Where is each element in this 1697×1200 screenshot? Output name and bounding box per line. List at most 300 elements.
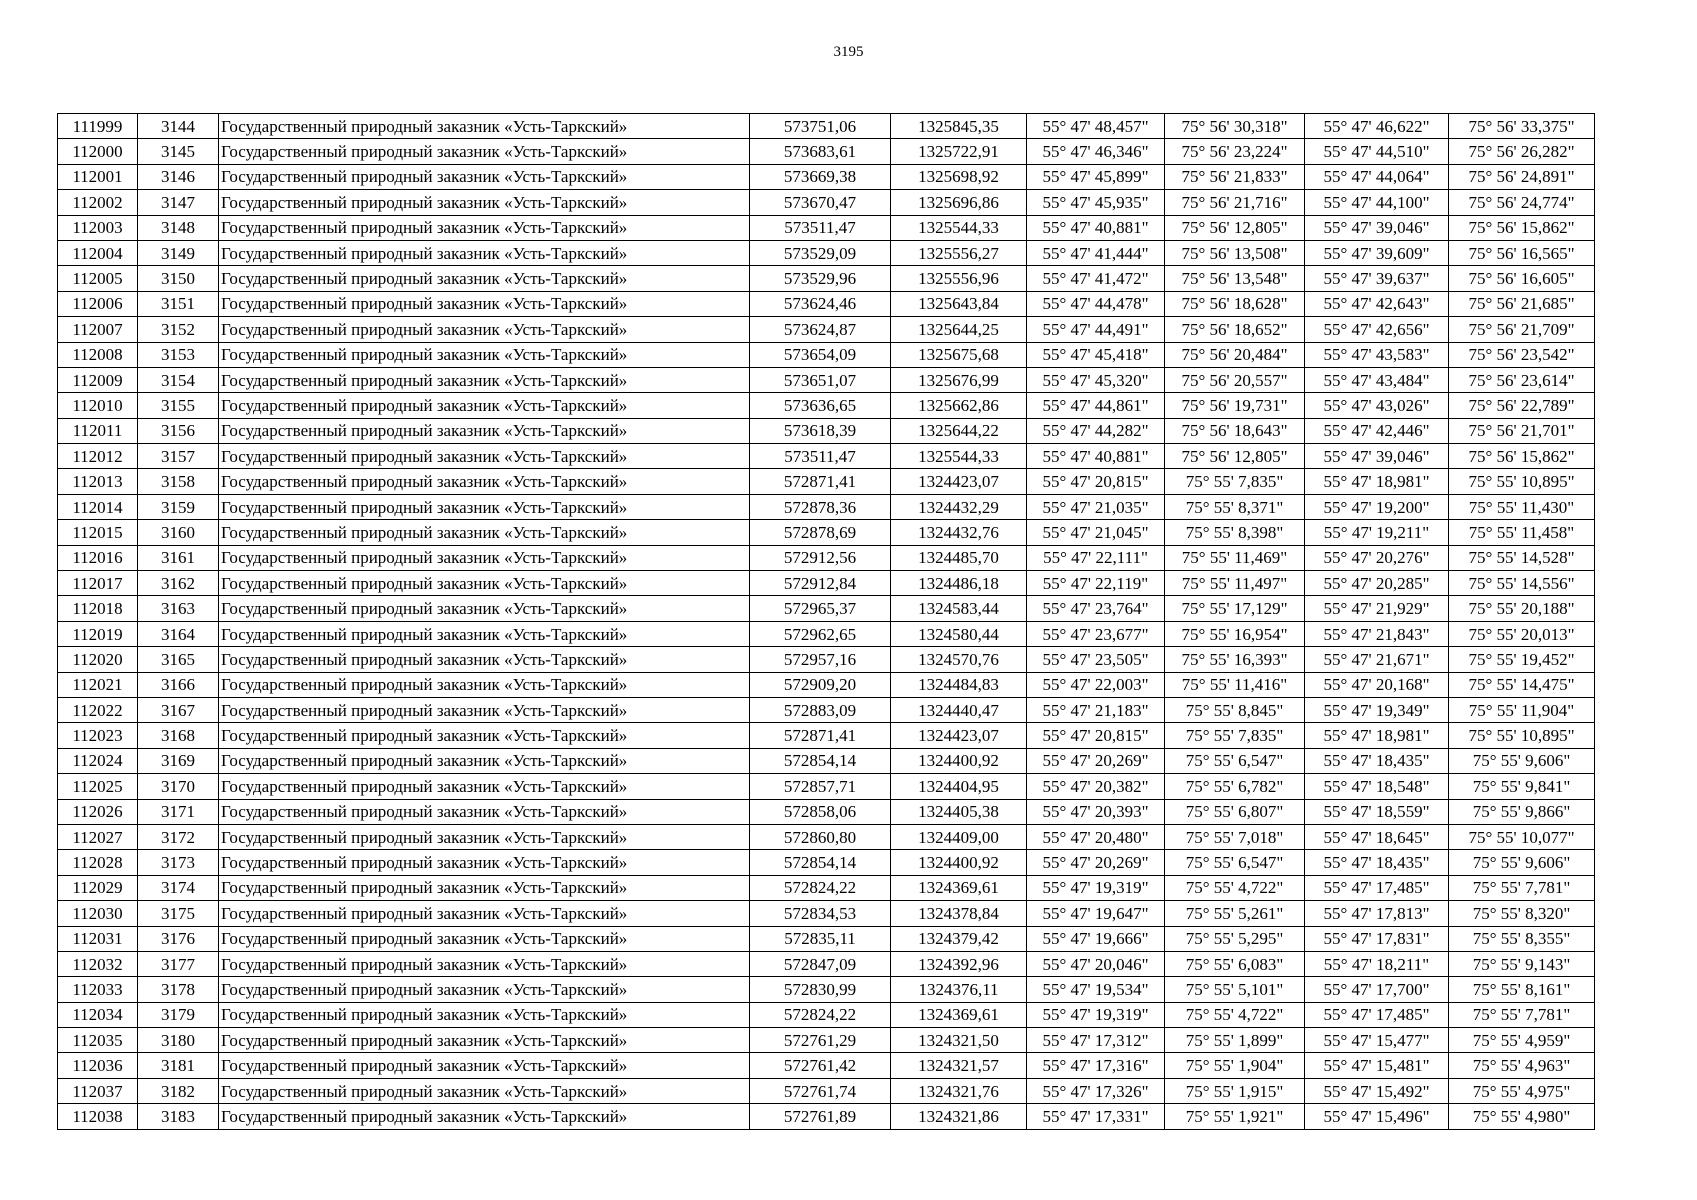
table-row <box>58 748 1595 773</box>
x-coordinate-cell: 572871,41 <box>750 723 891 748</box>
latitude-2-cell: 55° 47' 17,485" <box>1305 875 1449 900</box>
x-coordinate-cell: 572761,74 <box>750 1078 891 1103</box>
table-row <box>58 520 1595 545</box>
table-row <box>58 494 1595 519</box>
table-row <box>58 1002 1595 1027</box>
point-number-cell: 3154 <box>138 367 219 392</box>
latitude-2-cell: 55° 47' 18,211" <box>1305 951 1449 976</box>
x-coordinate-cell: 572909,20 <box>750 672 891 697</box>
latitude-1-cell: 55° 47' 45,418" <box>1027 342 1165 367</box>
latitude-1-cell: 55° 47' 21,183" <box>1027 697 1165 722</box>
y-coordinate-cell: 1324485,70 <box>891 545 1027 570</box>
row-id-cell: 112018 <box>58 596 138 621</box>
y-coordinate-cell: 1324570,76 <box>891 647 1027 672</box>
latitude-2-cell: 55° 47' 42,643" <box>1305 291 1449 316</box>
longitude-1-cell: 75° 56' 12,805" <box>1165 444 1305 469</box>
longitude-1-cell: 75° 55' 5,295" <box>1165 926 1305 951</box>
latitude-2-cell: 55° 47' 17,831" <box>1305 926 1449 951</box>
y-coordinate-cell: 1324321,57 <box>891 1053 1027 1078</box>
latitude-2-cell: 55° 47' 42,656" <box>1305 317 1449 342</box>
point-number-cell: 3179 <box>138 1002 219 1027</box>
latitude-2-cell: 55° 47' 20,276" <box>1305 545 1449 570</box>
longitude-2-cell: 75° 56' 21,709" <box>1449 317 1595 342</box>
name-cell: Государственный природный заказник «Усть-Таркский» <box>219 444 750 469</box>
latitude-2-cell: 55° 47' 18,548" <box>1305 774 1449 799</box>
row-id-cell: 112005 <box>58 266 138 291</box>
longitude-2-cell: 75° 56' 16,605" <box>1449 266 1595 291</box>
x-coordinate-cell: 572857,71 <box>750 774 891 799</box>
x-coordinate-cell: 572854,14 <box>750 748 891 773</box>
name-cell: Государственный природный заказник «Усть-Таркский» <box>219 774 750 799</box>
longitude-1-cell: 75° 56' 20,557" <box>1165 367 1305 392</box>
longitude-2-cell: 75° 55' 7,781" <box>1449 875 1595 900</box>
point-number-cell: 3159 <box>138 494 219 519</box>
row-id-cell: 112001 <box>58 164 138 189</box>
latitude-2-cell: 55° 47' 19,211" <box>1305 520 1449 545</box>
point-number-cell: 3177 <box>138 951 219 976</box>
table-row <box>58 444 1595 469</box>
longitude-1-cell: 75° 55' 6,782" <box>1165 774 1305 799</box>
y-coordinate-cell: 1324321,50 <box>891 1028 1027 1053</box>
point-number-cell: 3150 <box>138 266 219 291</box>
longitude-1-cell: 75° 55' 1,899" <box>1165 1028 1305 1053</box>
latitude-1-cell: 55° 47' 45,899" <box>1027 164 1165 189</box>
x-coordinate-cell: 572834,53 <box>750 901 891 926</box>
y-coordinate-cell: 1324486,18 <box>891 571 1027 596</box>
name-cell: Государственный природный заказник «Усть-Таркский» <box>219 596 750 621</box>
y-coordinate-cell: 1325644,25 <box>891 317 1027 342</box>
longitude-1-cell: 75° 55' 4,722" <box>1165 875 1305 900</box>
y-coordinate-cell: 1324369,61 <box>891 875 1027 900</box>
latitude-1-cell: 55° 47' 17,312" <box>1027 1028 1165 1053</box>
longitude-2-cell: 75° 55' 8,320" <box>1449 901 1595 926</box>
x-coordinate-cell: 573511,47 <box>750 215 891 240</box>
y-coordinate-cell: 1324321,86 <box>891 1104 1027 1129</box>
y-coordinate-cell: 1324369,61 <box>891 1002 1027 1027</box>
latitude-1-cell: 55° 47' 22,111" <box>1027 545 1165 570</box>
point-number-cell: 3178 <box>138 977 219 1002</box>
row-id-cell: 112033 <box>58 977 138 1002</box>
row-id-cell: 112006 <box>58 291 138 316</box>
x-coordinate-cell: 572912,84 <box>750 571 891 596</box>
name-cell: Государственный природный заказник «Усть-Таркский» <box>219 1028 750 1053</box>
point-number-cell: 3145 <box>138 139 219 164</box>
latitude-1-cell: 55° 47' 23,764" <box>1027 596 1165 621</box>
longitude-1-cell: 75° 55' 5,261" <box>1165 901 1305 926</box>
x-coordinate-cell: 572858,06 <box>750 799 891 824</box>
latitude-1-cell: 55° 47' 19,647" <box>1027 901 1165 926</box>
table-row <box>58 240 1595 265</box>
y-coordinate-cell: 1324580,44 <box>891 621 1027 646</box>
latitude-2-cell: 55° 47' 20,168" <box>1305 672 1449 697</box>
point-number-cell: 3180 <box>138 1028 219 1053</box>
longitude-2-cell: 75° 55' 19,452" <box>1449 647 1595 672</box>
latitude-1-cell: 55° 47' 19,319" <box>1027 875 1165 900</box>
name-cell: Государственный природный заказник «Усть-Таркский» <box>219 139 750 164</box>
row-id-cell: 111999 <box>58 114 138 139</box>
longitude-1-cell: 75° 56' 18,628" <box>1165 291 1305 316</box>
longitude-2-cell: 75° 56' 24,774" <box>1449 190 1595 215</box>
point-number-cell: 3151 <box>138 291 219 316</box>
y-coordinate-cell: 1325698,92 <box>891 164 1027 189</box>
name-cell: Государственный природный заказник «Усть-Таркский» <box>219 494 750 519</box>
point-number-cell: 3144 <box>138 114 219 139</box>
table-row <box>58 469 1595 494</box>
name-cell: Государственный природный заказник «Усть-Таркский» <box>219 520 750 545</box>
point-number-cell: 3169 <box>138 748 219 773</box>
longitude-1-cell: 75° 55' 8,371" <box>1165 494 1305 519</box>
x-coordinate-cell: 573618,39 <box>750 418 891 443</box>
table-row <box>58 621 1595 646</box>
name-cell: Государственный природный заказник «Усть-Таркский» <box>219 850 750 875</box>
row-id-cell: 112020 <box>58 647 138 672</box>
latitude-2-cell: 55° 47' 18,559" <box>1305 799 1449 824</box>
y-coordinate-cell: 1324484,83 <box>891 672 1027 697</box>
point-number-cell: 3171 <box>138 799 219 824</box>
latitude-2-cell: 55° 47' 39,637" <box>1305 266 1449 291</box>
row-id-cell: 112010 <box>58 393 138 418</box>
name-cell: Государственный природный заказник «Усть-Таркский» <box>219 114 750 139</box>
name-cell: Государственный природный заказник «Усть-Таркский» <box>219 977 750 1002</box>
latitude-2-cell: 55° 47' 39,609" <box>1305 240 1449 265</box>
longitude-2-cell: 75° 55' 14,556" <box>1449 571 1595 596</box>
name-cell: Государственный природный заказник «Усть-Таркский» <box>219 672 750 697</box>
latitude-1-cell: 55° 47' 22,003" <box>1027 672 1165 697</box>
latitude-1-cell: 55° 47' 41,444" <box>1027 240 1165 265</box>
row-id-cell: 112036 <box>58 1053 138 1078</box>
row-id-cell: 112004 <box>58 240 138 265</box>
y-coordinate-cell: 1325544,33 <box>891 444 1027 469</box>
longitude-2-cell: 75° 55' 4,959" <box>1449 1028 1595 1053</box>
row-id-cell: 112019 <box>58 621 138 646</box>
x-coordinate-cell: 572962,65 <box>750 621 891 646</box>
longitude-1-cell: 75° 55' 16,393" <box>1165 647 1305 672</box>
latitude-1-cell: 55° 47' 23,677" <box>1027 621 1165 646</box>
latitude-1-cell: 55° 47' 20,269" <box>1027 748 1165 773</box>
longitude-1-cell: 75° 56' 21,716" <box>1165 190 1305 215</box>
longitude-2-cell: 75° 55' 20,013" <box>1449 621 1595 646</box>
table-row <box>58 1078 1595 1103</box>
name-cell: Государственный природный заказник «Усть-Таркский» <box>219 748 750 773</box>
name-cell: Государственный природный заказник «Усть-Таркский» <box>219 1104 750 1129</box>
x-coordinate-cell: 573511,47 <box>750 444 891 469</box>
x-coordinate-cell: 573624,46 <box>750 291 891 316</box>
table-row <box>58 164 1595 189</box>
row-id-cell: 112031 <box>58 926 138 951</box>
latitude-1-cell: 55° 47' 20,815" <box>1027 723 1165 748</box>
longitude-2-cell: 75° 55' 8,161" <box>1449 977 1595 1002</box>
table-row <box>58 215 1595 240</box>
name-cell: Государственный природный заказник «Усть-Таркский» <box>219 266 750 291</box>
row-id-cell: 112008 <box>58 342 138 367</box>
latitude-2-cell: 55° 47' 19,349" <box>1305 697 1449 722</box>
longitude-2-cell: 75° 55' 14,528" <box>1449 545 1595 570</box>
longitude-2-cell: 75° 55' 4,963" <box>1449 1053 1595 1078</box>
longitude-1-cell: 75° 55' 7,018" <box>1165 824 1305 849</box>
coordinates-table <box>57 113 1595 1130</box>
latitude-1-cell: 55° 47' 45,935" <box>1027 190 1165 215</box>
table-row <box>58 901 1595 926</box>
table-row <box>58 190 1595 215</box>
table-row <box>58 114 1595 139</box>
longitude-1-cell: 75° 55' 17,129" <box>1165 596 1305 621</box>
point-number-cell: 3176 <box>138 926 219 951</box>
longitude-1-cell: 75° 56' 23,224" <box>1165 139 1305 164</box>
point-number-cell: 3147 <box>138 190 219 215</box>
point-number-cell: 3181 <box>138 1053 219 1078</box>
x-coordinate-cell: 572871,41 <box>750 469 891 494</box>
latitude-2-cell: 55° 47' 46,622" <box>1305 114 1449 139</box>
latitude-2-cell: 55° 47' 44,100" <box>1305 190 1449 215</box>
name-cell: Государственный природный заказник «Усть-Таркский» <box>219 393 750 418</box>
row-id-cell: 112015 <box>58 520 138 545</box>
row-id-cell: 112013 <box>58 469 138 494</box>
row-id-cell: 112024 <box>58 748 138 773</box>
row-id-cell: 112034 <box>58 1002 138 1027</box>
latitude-2-cell: 55° 47' 39,046" <box>1305 215 1449 240</box>
name-cell: Государственный природный заказник «Усть-Таркский» <box>219 291 750 316</box>
longitude-1-cell: 75° 56' 18,643" <box>1165 418 1305 443</box>
longitude-2-cell: 75° 55' 14,475" <box>1449 672 1595 697</box>
point-number-cell: 3173 <box>138 850 219 875</box>
point-number-cell: 3160 <box>138 520 219 545</box>
page-number: 3195 <box>833 44 864 60</box>
x-coordinate-cell: 572883,09 <box>750 697 891 722</box>
longitude-1-cell: 75° 56' 21,833" <box>1165 164 1305 189</box>
y-coordinate-cell: 1324423,07 <box>891 469 1027 494</box>
longitude-2-cell: 75° 56' 23,614" <box>1449 367 1595 392</box>
x-coordinate-cell: 572912,56 <box>750 545 891 570</box>
point-number-cell: 3156 <box>138 418 219 443</box>
point-number-cell: 3174 <box>138 875 219 900</box>
table-row <box>58 850 1595 875</box>
x-coordinate-cell: 573669,38 <box>750 164 891 189</box>
row-id-cell: 112032 <box>58 951 138 976</box>
latitude-1-cell: 55° 47' 17,316" <box>1027 1053 1165 1078</box>
table-row <box>58 723 1595 748</box>
y-coordinate-cell: 1324432,76 <box>891 520 1027 545</box>
longitude-1-cell: 75° 55' 16,954" <box>1165 621 1305 646</box>
latitude-1-cell: 55° 47' 46,346" <box>1027 139 1165 164</box>
point-number-cell: 3155 <box>138 393 219 418</box>
longitude-1-cell: 75° 56' 13,508" <box>1165 240 1305 265</box>
table-row <box>58 1053 1595 1078</box>
latitude-1-cell: 55° 47' 19,666" <box>1027 926 1165 951</box>
table-row <box>58 342 1595 367</box>
y-coordinate-cell: 1324321,76 <box>891 1078 1027 1103</box>
name-cell: Государственный природный заказник «Усть-Таркский» <box>219 215 750 240</box>
longitude-1-cell: 75° 55' 6,547" <box>1165 850 1305 875</box>
x-coordinate-cell: 573624,87 <box>750 317 891 342</box>
latitude-2-cell: 55° 47' 44,510" <box>1305 139 1449 164</box>
latitude-1-cell: 55° 47' 40,881" <box>1027 444 1165 469</box>
table-row <box>58 824 1595 849</box>
name-cell: Государственный природный заказник «Усть-Таркский» <box>219 951 750 976</box>
row-id-cell: 112017 <box>58 571 138 596</box>
row-id-cell: 112016 <box>58 545 138 570</box>
latitude-2-cell: 55° 47' 21,843" <box>1305 621 1449 646</box>
table-row <box>58 926 1595 951</box>
name-cell: Государственный природный заказник «Усть-Таркский» <box>219 647 750 672</box>
x-coordinate-cell: 573751,06 <box>750 114 891 139</box>
point-number-cell: 3175 <box>138 901 219 926</box>
row-id-cell: 112012 <box>58 444 138 469</box>
latitude-2-cell: 55° 47' 18,435" <box>1305 748 1449 773</box>
y-coordinate-cell: 1325722,91 <box>891 139 1027 164</box>
latitude-1-cell: 55° 47' 22,119" <box>1027 571 1165 596</box>
x-coordinate-cell: 573636,65 <box>750 393 891 418</box>
longitude-1-cell: 75° 56' 13,548" <box>1165 266 1305 291</box>
longitude-2-cell: 75° 55' 10,895" <box>1449 723 1595 748</box>
latitude-2-cell: 55° 47' 18,981" <box>1305 469 1449 494</box>
longitude-2-cell: 75° 56' 23,542" <box>1449 342 1595 367</box>
longitude-2-cell: 75° 55' 9,841" <box>1449 774 1595 799</box>
latitude-1-cell: 55° 47' 20,269" <box>1027 850 1165 875</box>
row-id-cell: 112030 <box>58 901 138 926</box>
latitude-2-cell: 55° 47' 21,929" <box>1305 596 1449 621</box>
longitude-2-cell: 75° 55' 10,895" <box>1449 469 1595 494</box>
name-cell: Государственный природный заказник «Усть-Таркский» <box>219 240 750 265</box>
y-coordinate-cell: 1324440,47 <box>891 697 1027 722</box>
point-number-cell: 3164 <box>138 621 219 646</box>
point-number-cell: 3157 <box>138 444 219 469</box>
row-id-cell: 112023 <box>58 723 138 748</box>
name-cell: Государственный природный заказник «Усть-Таркский» <box>219 926 750 951</box>
y-coordinate-cell: 1324583,44 <box>891 596 1027 621</box>
longitude-2-cell: 75° 55' 9,606" <box>1449 748 1595 773</box>
name-cell: Государственный природный заказник «Усть-Таркский» <box>219 367 750 392</box>
point-number-cell: 3183 <box>138 1104 219 1129</box>
table-row <box>58 266 1595 291</box>
longitude-1-cell: 75° 55' 6,807" <box>1165 799 1305 824</box>
latitude-2-cell: 55° 47' 17,813" <box>1305 901 1449 926</box>
longitude-2-cell: 75° 56' 15,862" <box>1449 215 1595 240</box>
row-id-cell: 112009 <box>58 367 138 392</box>
x-coordinate-cell: 572761,29 <box>750 1028 891 1053</box>
row-id-cell: 112000 <box>58 139 138 164</box>
latitude-1-cell: 55° 47' 21,045" <box>1027 520 1165 545</box>
y-coordinate-cell: 1325662,86 <box>891 393 1027 418</box>
x-coordinate-cell: 573529,96 <box>750 266 891 291</box>
y-coordinate-cell: 1324379,42 <box>891 926 1027 951</box>
table-row <box>58 139 1595 164</box>
latitude-1-cell: 55° 47' 44,478" <box>1027 291 1165 316</box>
y-coordinate-cell: 1324400,92 <box>891 748 1027 773</box>
latitude-1-cell: 55° 47' 20,393" <box>1027 799 1165 824</box>
latitude-2-cell: 55° 47' 18,981" <box>1305 723 1449 748</box>
latitude-2-cell: 55° 47' 21,671" <box>1305 647 1449 672</box>
x-coordinate-cell: 572878,36 <box>750 494 891 519</box>
table-row <box>58 1104 1595 1129</box>
y-coordinate-cell: 1324392,96 <box>891 951 1027 976</box>
point-number-cell: 3146 <box>138 164 219 189</box>
point-number-cell: 3152 <box>138 317 219 342</box>
name-cell: Государственный природный заказник «Усть-Таркский» <box>219 317 750 342</box>
row-id-cell: 112021 <box>58 672 138 697</box>
latitude-2-cell: 55° 47' 20,285" <box>1305 571 1449 596</box>
name-cell: Государственный природный заказник «Усть-Таркский» <box>219 469 750 494</box>
table-row <box>58 596 1595 621</box>
x-coordinate-cell: 572854,14 <box>750 850 891 875</box>
longitude-2-cell: 75° 56' 24,891" <box>1449 164 1595 189</box>
y-coordinate-cell: 1325556,27 <box>891 240 1027 265</box>
longitude-1-cell: 75° 55' 8,398" <box>1165 520 1305 545</box>
name-cell: Государственный природный заказник «Усть-Таркский» <box>219 824 750 849</box>
longitude-2-cell: 75° 55' 10,077" <box>1449 824 1595 849</box>
name-cell: Государственный природный заказник «Усть-Таркский» <box>219 1002 750 1027</box>
x-coordinate-cell: 573529,09 <box>750 240 891 265</box>
longitude-1-cell: 75° 55' 8,845" <box>1165 697 1305 722</box>
x-coordinate-cell: 572830,99 <box>750 977 891 1002</box>
latitude-1-cell: 55° 47' 23,505" <box>1027 647 1165 672</box>
longitude-2-cell: 75° 56' 26,282" <box>1449 139 1595 164</box>
latitude-2-cell: 55° 47' 39,046" <box>1305 444 1449 469</box>
latitude-2-cell: 55° 47' 19,200" <box>1305 494 1449 519</box>
table-row <box>58 977 1595 1002</box>
x-coordinate-cell: 573683,61 <box>750 139 891 164</box>
latitude-2-cell: 55° 47' 15,477" <box>1305 1028 1449 1053</box>
x-coordinate-cell: 573670,47 <box>750 190 891 215</box>
row-id-cell: 112007 <box>58 317 138 342</box>
row-id-cell: 112037 <box>58 1078 138 1103</box>
y-coordinate-cell: 1324376,11 <box>891 977 1027 1002</box>
x-coordinate-cell: 572761,42 <box>750 1053 891 1078</box>
point-number-cell: 3161 <box>138 545 219 570</box>
table-row <box>58 367 1595 392</box>
latitude-2-cell: 55° 47' 43,583" <box>1305 342 1449 367</box>
point-number-cell: 3162 <box>138 571 219 596</box>
name-cell: Государственный природный заказник «Усть-Таркский» <box>219 875 750 900</box>
point-number-cell: 3172 <box>138 824 219 849</box>
table-row <box>58 291 1595 316</box>
latitude-2-cell: 55° 47' 43,026" <box>1305 393 1449 418</box>
longitude-1-cell: 75° 55' 4,722" <box>1165 1002 1305 1027</box>
y-coordinate-cell: 1324409,00 <box>891 824 1027 849</box>
longitude-1-cell: 75° 55' 6,547" <box>1165 748 1305 773</box>
y-coordinate-cell: 1324405,38 <box>891 799 1027 824</box>
longitude-2-cell: 75° 55' 11,430" <box>1449 494 1595 519</box>
table-row <box>58 317 1595 342</box>
row-id-cell: 112014 <box>58 494 138 519</box>
table-row <box>58 697 1595 722</box>
name-cell: Государственный природный заказник «Усть-Таркский» <box>219 164 750 189</box>
name-cell: Государственный природный заказник «Усть-Таркский» <box>219 1078 750 1103</box>
x-coordinate-cell: 572878,69 <box>750 520 891 545</box>
y-coordinate-cell: 1324400,92 <box>891 850 1027 875</box>
latitude-1-cell: 55° 47' 19,319" <box>1027 1002 1165 1027</box>
table-body <box>58 114 1595 1130</box>
latitude-2-cell: 55° 47' 17,485" <box>1305 1002 1449 1027</box>
row-id-cell: 112002 <box>58 190 138 215</box>
y-coordinate-cell: 1325556,96 <box>891 266 1027 291</box>
y-coordinate-cell: 1324378,84 <box>891 901 1027 926</box>
latitude-1-cell: 55° 47' 40,881" <box>1027 215 1165 240</box>
row-id-cell: 112022 <box>58 697 138 722</box>
latitude-1-cell: 55° 47' 20,382" <box>1027 774 1165 799</box>
latitude-2-cell: 55° 47' 15,492" <box>1305 1078 1449 1103</box>
latitude-1-cell: 55° 47' 20,046" <box>1027 951 1165 976</box>
longitude-2-cell: 75° 56' 21,701" <box>1449 418 1595 443</box>
row-id-cell: 112029 <box>58 875 138 900</box>
latitude-1-cell: 55° 47' 17,331" <box>1027 1104 1165 1129</box>
latitude-1-cell: 55° 47' 21,035" <box>1027 494 1165 519</box>
longitude-2-cell: 75° 55' 20,188" <box>1449 596 1595 621</box>
row-id-cell: 112026 <box>58 799 138 824</box>
longitude-1-cell: 75° 56' 19,731" <box>1165 393 1305 418</box>
latitude-1-cell: 55° 47' 44,861" <box>1027 393 1165 418</box>
table-row <box>58 672 1595 697</box>
name-cell: Государственный природный заказник «Усть-Таркский» <box>219 901 750 926</box>
